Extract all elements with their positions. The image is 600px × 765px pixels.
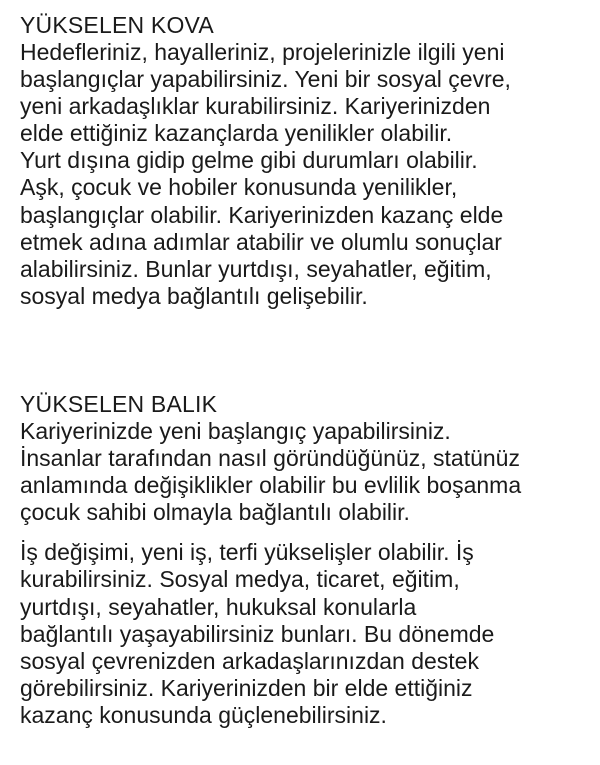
text-line: İş değişimi, yeni iş, terfi yükselişler olabilir. İş: [20, 539, 474, 566]
text-line: alabilirsiniz. Bunlar yurtdışı, seyahatler, eğitim,: [20, 255, 492, 282]
text-line: bağlantılı yaşayabilirsiniz bunları. Bu dönemde: [20, 620, 495, 647]
text-line: başlangıçlar olabilir. Kariyerinizden kazanç elde: [20, 201, 504, 228]
text-line: kurabilirsiniz. Sosyal medya, ticaret, eğitim,: [20, 566, 460, 593]
text-line: başlangıçlar yapabilirsiniz. Yeni bir sosyal çevre,: [20, 66, 511, 93]
section-yukselen-balik: [20, 391, 590, 729]
text-line: sosyal çevrenizden arkadaşlarınızdan destek: [20, 647, 479, 674]
text-line: İnsanlar tarafından nasıl göründüğünüz, statünüz: [20, 445, 520, 472]
section-title-kova: YÜKSELEN KOVA: [20, 12, 214, 38]
text-line: Aşk, çocuk ve hobiler konusunda yenilikler,: [20, 174, 458, 201]
section-title-balik: YÜKSELEN BALIK: [20, 390, 218, 417]
text-line: Yurt dışına gidip gelme gibi durumları olabilir.: [20, 147, 478, 174]
text-line: sosyal medya bağlantılı gelişebilir.: [20, 282, 368, 309]
text-line: elde ettiğiniz kazançlarda yenilikler olabilir.: [20, 120, 453, 147]
text-line: etmek adına adımlar atabilir ve olumlu sonuçlar: [20, 228, 502, 255]
paragraph-balik-2: [20, 539, 590, 729]
text-line: çocuk sahibi olmayla bağlantılı olabilir.: [20, 499, 410, 526]
text-line: görebilirsiniz. Kariyerinizden bir elde ettiğiniz: [20, 674, 473, 701]
text-line: kazanç konusunda güçlenebilirsiniz.: [20, 701, 387, 728]
paragraph-kova-1: [20, 39, 590, 310]
text-line: Kariyerinizde yeni başlangıç yapabilirsiniz.: [20, 417, 451, 444]
text-line: yeni arkadaşlıklar kurabilirsiniz. Kariyerinizden: [20, 93, 491, 120]
text-line: anlamında değişiklikler olabilir bu evlilik boşanma: [20, 472, 522, 499]
paragraph-spacer: [20, 526, 590, 539]
text-line: Hedefleriniz, hayalleriniz, projelerinizle ilgili yeni: [20, 39, 505, 65]
document-page: [20, 12, 590, 729]
section-yukselen-kova: [20, 12, 590, 310]
paragraph-balik-1: [20, 418, 590, 526]
text-line: yurtdışı, seyahatler, hukuksal konularla: [20, 593, 417, 620]
